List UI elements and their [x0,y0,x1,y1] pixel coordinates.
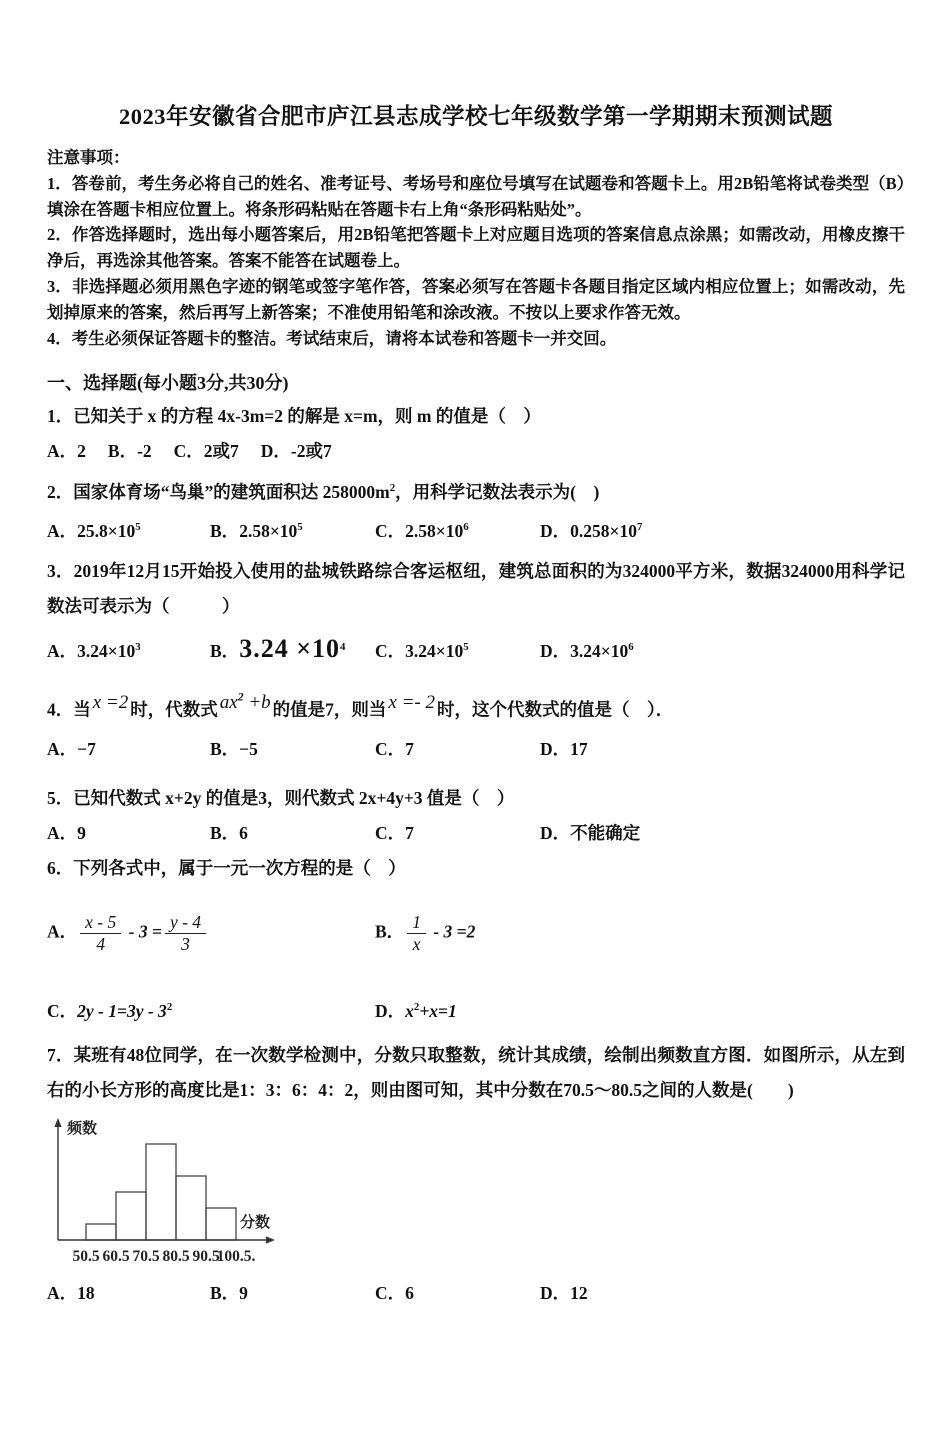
stem-text: 4．当 [47,699,91,720]
superscript: 3 [135,641,141,654]
histogram-bar [206,1208,236,1240]
frequency-histogram-figure [40,1116,905,1276]
option-b: B．6 [210,823,248,844]
question-6-stem: 6．下列各式中，属于一元一次方程的是（ ） [47,858,406,879]
note-item-2: 2．作答选择题时，选出每小题答案后，用2B铅笔把答题卡上对应题目选项的答案信息点涂黑；如需改动，用橡皮擦干净后，再选涂其他答案。答案不能答在试题卷上。 [47,225,905,271]
tick-label: 70.5 [132,1248,160,1266]
x-axis-arrow-icon [266,1236,275,1243]
option-c: C．7 [375,739,414,760]
option-a: A． $\frac{x - 5}{4}$ - 3 = $\frac{y - 4}{3}$ [47,912,375,955]
question-2 [47,471,905,549]
option-b: B．-2 [107,441,152,462]
superscript: 5 [297,521,303,534]
option-d: D．不能确定 [540,823,641,844]
option-d: D．$0.258\times 10^7$ [540,521,643,542]
option-a: A．$3.24\times 10^3$ [47,640,141,661]
question-6-options-ab [47,896,905,970]
question-7 [47,1038,905,1311]
histogram-bar [86,1224,116,1240]
tick-label: 90.5 [192,1248,220,1266]
option-a: A．9 [47,823,86,844]
page-title: 2023年安徽省合肥市庐江县志成学校七年级数学第一学期期末预测试题 [118,104,833,129]
question-3-options [47,624,905,674]
histogram-bar [176,1176,206,1240]
question-4 [47,683,905,767]
tick-label: 80.5 [162,1248,190,1266]
math-expression: $ax^2 +b$ [219,690,271,714]
tick-label: 50.5 [72,1248,100,1266]
stem-text: 时，这个代数式的值是（ ）． [437,699,674,720]
option-a: A．−7 [47,739,96,760]
fraction: $\frac{y - 4}{3}$ [165,912,206,955]
option-d: D．$3.24\times 10^6$ [540,640,634,661]
fraction: $\frac{1}{x}$ [407,912,426,955]
option-d: D．17 [540,739,588,760]
question-3-stem: 3．2019年12月15开始投入使用的盐城铁路综合客运枢纽，建筑总面积的为324000平方米，数据324000用科学记数法可表示为（ ） [47,561,905,617]
question-4-stem [47,683,905,732]
question-6-options-cd [47,988,905,1030]
histogram-bar [146,1144,176,1240]
question-2-stem [47,471,905,510]
superscript: 2 [413,1001,420,1014]
option-c: C．$2.58\times 10^6$ [375,521,469,542]
option-b: B．9 [210,1283,248,1304]
option-b: B．−5 [210,739,258,760]
option-b: B．$3.24 \times 10^4$ [210,633,346,663]
tick-label: 100.5. [216,1248,256,1266]
math-expression: x =2 [92,692,129,714]
x-axis-tick-labels [72,1248,255,1265]
histogram-svg [40,1116,320,1271]
superscript: 5 [135,521,141,534]
question-1-options [47,434,905,469]
option-a: A．2 [47,441,86,462]
question-5-stem: 5．已知代数式 x+2y 的值是3，则代数式 2x+4y+3 值是（ ） [47,788,515,809]
histogram-bars [86,1144,236,1240]
superscript: 7 [637,521,643,534]
question-1-stem: 1．已知关于 x 的方程 4x-3m=2 的解是 x=m，则 m 的值是（ ） [47,406,541,427]
stem-text: ，用科学记数法表示为( ) [395,482,600,503]
note-item-1: 1．答卷前，考生务必将自己的姓名、准考证号、考场号和座位号填写在试题卷和答题卡上。用2B铅笔将试卷类型（B）填涂在答题卡相应位置上。将条形码粘贴在答题卡右上角“条形码粘贴处”。 [47,173,905,219]
section-heading: 一、选择题(每小题3分,共30分) [47,373,289,394]
note-item-4: 4．考生必须保证答题卡的整洁。考试结束后，请将本试卷和答题卡一并交回。 [47,328,617,348]
histogram-bar [116,1192,146,1240]
option-b: B． $\frac{1}{x}$ - 3 =2 [375,911,476,954]
superscript: 6 [463,521,469,534]
option-c: C．$2y - 1=3y - 3^2$ [47,1001,173,1022]
question-7-options [47,1276,905,1311]
option-a: A．$25.8\times 10^5$ [47,521,141,542]
option-d: D．-2或7 [260,441,332,462]
y-axis-arrow-icon [54,1118,61,1127]
option-c: C．2或7 [173,441,239,462]
fraction: $\frac{x - 5}{4}$ [80,912,121,955]
tick-label: 60.5 [102,1248,130,1266]
option-c: C．$3.24\times 10^5$ [375,640,469,661]
option-d: D．12 [540,1283,588,1304]
superscript: 2 [166,1001,173,1014]
stem-text: 的值是7，则当 [272,699,387,720]
question-3 [47,554,905,674]
x-axis-label: 分数 [240,1215,271,1232]
option-c: C．6 [375,1283,414,1304]
superscript: 5 [463,641,469,654]
question-5-options [47,816,905,851]
option-b: B．$2.58\times 10^5$ [210,521,303,542]
notes-heading: 注意事项： [47,148,130,167]
stem-text: 时，代数式 [130,699,218,720]
option-d: D．$x^2+x=1$ [375,1001,457,1022]
y-axis-label: 频数 [67,1121,98,1138]
exam-page [0,101,950,1311]
option-c: C．7 [375,823,414,844]
notes-section [47,145,905,351]
math-expression: x =- 2 [388,692,436,714]
note-item-3: 3．非选择题必须用黑色字迹的钢笔或签字笔作答，答案必须写在答题卡各题目指定区域内相应位置上；如需改动，先划掉原来的答案，然后再写上新答案；不准使用铅笔和涂改液。不按以上要求作答无效。 [47,276,905,322]
question-7-stem: 7．某班有48位同学，在一次数学检测中，分数只取整数，统计其成绩，绘制出频数直方图．如图所示，从左到右的小长方形的高度比是1：3：6：4：2，则由图可知，其中分数在70.5～80.5之间的人数是( ) [47,1045,905,1101]
superscript: 2 [237,690,244,704]
question-5 [47,781,905,851]
superscript: 2 [389,482,396,495]
option-a: A．18 [47,1283,95,1304]
question-2-options [47,510,905,549]
question-1 [47,399,905,469]
question-4-options [47,732,905,767]
superscript: 6 [628,641,634,654]
superscript: 4 [340,641,346,654]
question-6 [47,851,905,1030]
stem-text: 2．国家体育场“鸟巢”的建筑面积达 258000m [47,482,390,503]
